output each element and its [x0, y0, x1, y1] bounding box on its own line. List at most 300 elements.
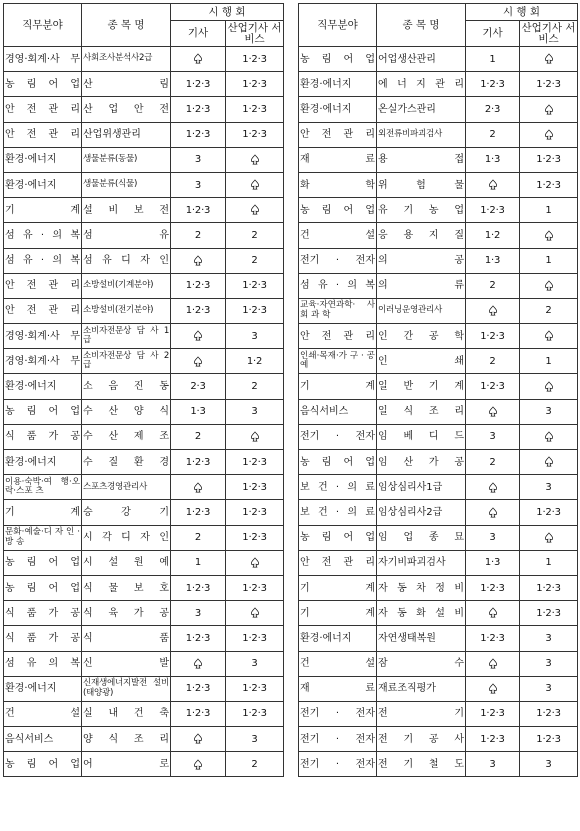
- industrial-cell: [520, 324, 578, 349]
- field-cell: 식 품 가 공: [4, 626, 82, 651]
- table-row: [299, 324, 578, 349]
- item-cell: 전 기: [377, 701, 466, 726]
- industrial-cell: 1·2·3: [520, 575, 578, 600]
- gisa-cell: 2: [466, 122, 520, 147]
- item-cell: 임 베 디 드: [377, 424, 466, 449]
- schedule-table-left: [3, 3, 284, 777]
- industrial-cell: 3: [520, 752, 578, 777]
- item-cell: 에 너 지 관 리: [377, 72, 466, 97]
- field-cell: 기 계: [299, 601, 377, 626]
- gisa-cell: [171, 651, 226, 676]
- spade-outline-icon: [544, 330, 554, 342]
- field-cell: 전기 · 전자: [299, 248, 377, 273]
- field-cell: 환경·에너지: [299, 626, 377, 651]
- spade-outline-icon: [488, 406, 498, 418]
- spade-outline-icon: [544, 53, 554, 65]
- field-cell: 재 료: [299, 147, 377, 172]
- industrial-cell: [520, 97, 578, 122]
- field-cell: 안 전 관 리: [299, 122, 377, 147]
- field-cell: 음식서비스: [4, 727, 82, 752]
- table-row: [299, 701, 578, 726]
- field-cell: 안 전 관 리: [4, 298, 82, 323]
- header-field: 직무분야: [299, 4, 377, 47]
- item-cell: 소방설비(전기분야): [82, 298, 171, 323]
- item-cell: 일 반 기 계: [377, 374, 466, 399]
- header-exam: 시 행 회: [171, 4, 284, 21]
- industrial-cell: 1·2·3: [226, 676, 284, 701]
- item-cell: 식 물 보 호: [82, 575, 171, 600]
- industrial-cell: [226, 601, 284, 626]
- gisa-cell: 3: [466, 752, 520, 777]
- table-row: [4, 198, 284, 223]
- industrial-cell: 3: [520, 651, 578, 676]
- field-cell: 농 림 어 업: [299, 450, 377, 475]
- field-cell: 농 림 어 업: [299, 198, 377, 223]
- item-cell: 임상심리사2급: [377, 500, 466, 525]
- industrial-cell: 1·2·3: [520, 500, 578, 525]
- table-row: [4, 298, 284, 323]
- item-cell: 자연생태복원: [377, 626, 466, 651]
- field-cell: 보 건 · 의 료: [299, 475, 377, 500]
- gisa-cell: 1·2·3: [171, 273, 226, 298]
- table-row: [299, 399, 578, 424]
- gisa-cell: [466, 500, 520, 525]
- field-cell: 보 건 · 의 료: [299, 500, 377, 525]
- table-row: [299, 424, 578, 449]
- spade-outline-icon: [193, 356, 203, 368]
- spade-outline-icon: [193, 255, 203, 267]
- gisa-cell: 1·2·3: [171, 676, 226, 701]
- table-row: [299, 575, 578, 600]
- item-cell: 시 각 디 자 인: [82, 525, 171, 550]
- gisa-cell: [466, 172, 520, 197]
- industrial-cell: 1·2·3: [226, 575, 284, 600]
- field-cell: 인쇄·목재·가 구 · 공 예: [299, 349, 377, 374]
- gisa-cell: [171, 475, 226, 500]
- item-cell: 식 육 가 공: [82, 601, 171, 626]
- industrial-cell: [520, 47, 578, 72]
- table-row: [299, 97, 578, 122]
- item-cell: 양 식 조 리: [82, 727, 171, 752]
- table-row: [299, 651, 578, 676]
- industrial-cell: 1·2·3: [226, 525, 284, 550]
- industrial-cell: 1·2·3: [520, 72, 578, 97]
- table-row: [4, 601, 284, 626]
- item-cell: 임 산 가 공: [377, 450, 466, 475]
- table-row: [4, 424, 284, 449]
- table-row: [4, 399, 284, 424]
- spade-outline-icon: [544, 129, 554, 141]
- item-cell: 자 동 화 설 비: [377, 601, 466, 626]
- spade-outline-icon: [488, 179, 498, 191]
- header-gisa: 기사: [171, 21, 226, 47]
- table-row: [4, 172, 284, 197]
- gisa-cell: 1·2·3: [466, 324, 520, 349]
- header-field: 직무분야: [4, 4, 82, 47]
- gisa-cell: 1·2·3: [466, 626, 520, 651]
- gisa-cell: 1·2: [466, 223, 520, 248]
- gisa-cell: 2: [466, 349, 520, 374]
- industrial-cell: [226, 147, 284, 172]
- field-cell: 섬 유 · 의 복: [4, 248, 82, 273]
- item-cell: 자 동 차 정 비: [377, 575, 466, 600]
- industrial-cell: 3: [226, 324, 284, 349]
- table-row: [4, 475, 284, 500]
- item-cell: 시 설 원 예: [82, 550, 171, 575]
- industrial-cell: [520, 223, 578, 248]
- field-cell: 환경·에너지: [4, 374, 82, 399]
- spade-outline-icon: [488, 305, 498, 317]
- item-cell: 인 간 공 학: [377, 324, 466, 349]
- field-cell: 섬 유 의 복: [4, 651, 82, 676]
- schedule-body-left: [4, 47, 284, 777]
- item-cell: 의 류: [377, 273, 466, 298]
- item-cell: 온실가스관리: [377, 97, 466, 122]
- field-cell: 건 설: [299, 223, 377, 248]
- field-cell: 섬 유 · 의 복: [299, 273, 377, 298]
- field-cell: 이용·숙박·여 행·오락·스포 츠: [4, 475, 82, 500]
- field-cell: 안 전 관 리: [4, 122, 82, 147]
- spade-outline-icon: [544, 280, 554, 292]
- gisa-cell: [466, 298, 520, 323]
- industrial-cell: 1·2·3: [226, 122, 284, 147]
- field-cell: 농 림 어 업: [4, 752, 82, 777]
- item-cell: 위 험 물: [377, 172, 466, 197]
- field-cell: 기 계: [299, 575, 377, 600]
- gisa-cell: [466, 651, 520, 676]
- table-row: [4, 525, 284, 550]
- industrial-cell: 1·2·3: [226, 273, 284, 298]
- gisa-cell: [171, 324, 226, 349]
- industrial-cell: [520, 450, 578, 475]
- gisa-cell: [171, 248, 226, 273]
- industrial-cell: [520, 525, 578, 550]
- item-cell: 외전류비파괴검사: [377, 122, 466, 147]
- industrial-cell: 1: [520, 349, 578, 374]
- field-cell: 환경·에너지: [4, 172, 82, 197]
- spade-outline-icon: [250, 557, 260, 569]
- item-cell: 전 기 철 도: [377, 752, 466, 777]
- item-cell: 스포츠경영관리사: [82, 475, 171, 500]
- industrial-cell: 2: [226, 752, 284, 777]
- gisa-cell: 1·3: [466, 147, 520, 172]
- table-row: [4, 223, 284, 248]
- field-cell: 안 전 관 리: [299, 324, 377, 349]
- spade-outline-icon: [193, 482, 203, 494]
- item-cell: 실 내 건 축: [82, 701, 171, 726]
- item-cell: 소방설비(기계분야): [82, 273, 171, 298]
- item-cell: 승 강 기: [82, 500, 171, 525]
- table-row: [299, 450, 578, 475]
- industrial-cell: 3: [226, 399, 284, 424]
- item-cell: 유 기 농 업: [377, 198, 466, 223]
- field-cell: 교육·자연과학· 사 회 과 학: [299, 298, 377, 323]
- item-cell: 자기비파괴검사: [377, 550, 466, 575]
- industrial-cell: [520, 424, 578, 449]
- field-cell: 기 계: [299, 374, 377, 399]
- gisa-cell: 3: [171, 172, 226, 197]
- header-industrial: 산업기사 서비스: [521, 21, 576, 45]
- industrial-cell: 1·2·3: [226, 500, 284, 525]
- field-cell: 환경·에너지: [4, 450, 82, 475]
- industrial-cell: 1·2·3: [226, 450, 284, 475]
- field-cell: 식 품 가 공: [4, 601, 82, 626]
- spade-outline-icon: [544, 431, 554, 443]
- table-row: [299, 676, 578, 701]
- industrial-cell: [520, 273, 578, 298]
- item-cell: 어 로: [82, 752, 171, 777]
- spade-outline-icon: [488, 482, 498, 494]
- field-cell: 음식서비스: [299, 399, 377, 424]
- spade-outline-icon: [193, 53, 203, 65]
- industrial-cell: 1·2: [226, 349, 284, 374]
- table-row: [4, 324, 284, 349]
- item-cell: 소 음 진 동: [82, 374, 171, 399]
- table-row: [4, 374, 284, 399]
- industrial-cell: 1·2·3: [520, 147, 578, 172]
- industrial-cell: [226, 198, 284, 223]
- gisa-cell: 3: [171, 601, 226, 626]
- gisa-cell: [171, 727, 226, 752]
- item-cell: 임상심리사1급: [377, 475, 466, 500]
- gisa-cell: 1·3: [171, 399, 226, 424]
- gisa-cell: [171, 349, 226, 374]
- industrial-cell: 3: [226, 651, 284, 676]
- spade-outline-icon: [544, 104, 554, 116]
- gisa-cell: [171, 752, 226, 777]
- field-cell: 안 전 관 리: [4, 273, 82, 298]
- industrial-cell: 2: [226, 223, 284, 248]
- gisa-cell: [466, 601, 520, 626]
- item-cell: 의 공: [377, 248, 466, 273]
- table-row: [299, 47, 578, 72]
- spade-outline-icon: [193, 733, 203, 745]
- spade-outline-icon: [488, 658, 498, 670]
- field-cell: 전기 · 전자: [299, 701, 377, 726]
- field-cell: 농 림 어 업: [4, 399, 82, 424]
- gisa-cell: 1·2·3: [171, 72, 226, 97]
- gisa-cell: 3: [466, 525, 520, 550]
- gisa-cell: 1·2·3: [171, 198, 226, 223]
- spade-outline-icon: [544, 230, 554, 242]
- item-cell: 섬 유 디 자 인: [82, 248, 171, 273]
- field-cell: 기 계: [4, 500, 82, 525]
- gisa-cell: 1·2·3: [466, 701, 520, 726]
- table-row: [4, 676, 284, 701]
- industrial-cell: [520, 374, 578, 399]
- table-row: [4, 97, 284, 122]
- gisa-cell: 1: [171, 550, 226, 575]
- field-cell: 문화·예술·디 자 인 · 방 송: [4, 525, 82, 550]
- industrial-cell: 1·2·3: [520, 601, 578, 626]
- item-cell: 어업생산관리: [377, 47, 466, 72]
- spade-outline-icon: [488, 607, 498, 619]
- field-cell: 환경·에너지: [4, 147, 82, 172]
- gisa-cell: 1·3: [466, 248, 520, 273]
- industrial-cell: 3: [226, 727, 284, 752]
- industrial-cell: 2: [226, 248, 284, 273]
- field-cell: 재 료: [299, 676, 377, 701]
- industrial-cell: 3: [520, 676, 578, 701]
- item-cell: 소비자전문상 담 사 1 급: [82, 324, 171, 349]
- item-cell: 일 식 조 리: [377, 399, 466, 424]
- table-row: [4, 147, 284, 172]
- spade-outline-icon: [193, 759, 203, 771]
- gisa-cell: 2: [466, 273, 520, 298]
- table-row: [299, 147, 578, 172]
- industrial-cell: 1·2·3: [520, 727, 578, 752]
- gisa-cell: [466, 676, 520, 701]
- spade-outline-icon: [193, 330, 203, 342]
- item-cell: 산 림: [82, 72, 171, 97]
- spade-outline-icon: [193, 658, 203, 670]
- spade-outline-icon: [250, 204, 260, 216]
- gisa-cell: 1·2·3: [466, 198, 520, 223]
- industrial-cell: 3: [520, 475, 578, 500]
- table-row: [4, 701, 284, 726]
- gisa-cell: 1·2·3: [466, 72, 520, 97]
- spade-outline-icon: [488, 683, 498, 695]
- field-cell: 경영·회계·사 무: [4, 349, 82, 374]
- spade-outline-icon: [544, 381, 554, 393]
- item-cell: 생물분류(동물): [82, 147, 171, 172]
- industrial-cell: 1·2·3: [226, 701, 284, 726]
- item-cell: 이러닝운영관리사: [377, 298, 466, 323]
- gisa-cell: 2·3: [466, 97, 520, 122]
- gisa-cell: 3: [171, 147, 226, 172]
- table-row: [4, 273, 284, 298]
- industrial-cell: 1: [520, 550, 578, 575]
- schedule-table-right: [298, 3, 578, 777]
- spade-outline-icon: [544, 456, 554, 468]
- item-cell: 임 업 종 묘: [377, 525, 466, 550]
- table-row: [299, 72, 578, 97]
- field-cell: 전기 · 전자: [299, 424, 377, 449]
- table-row: [299, 248, 578, 273]
- industrial-cell: 1·2·3: [226, 72, 284, 97]
- item-cell: 산 업 안 전: [82, 97, 171, 122]
- industrial-cell: [226, 550, 284, 575]
- table-row: [4, 651, 284, 676]
- field-cell: 식 품 가 공: [4, 424, 82, 449]
- item-cell: 수 산 제 조: [82, 424, 171, 449]
- item-cell: 응 용 지 질: [377, 223, 466, 248]
- schedule-body-right: [299, 47, 578, 777]
- field-cell: 경영·회계·사 무: [4, 324, 82, 349]
- gisa-cell: 1·2·3: [466, 575, 520, 600]
- gisa-cell: 3: [466, 424, 520, 449]
- field-cell: 섬 유 · 의 복: [4, 223, 82, 248]
- spade-outline-icon: [488, 507, 498, 519]
- field-cell: 환경·에너지: [4, 676, 82, 701]
- table-row: [4, 727, 284, 752]
- field-cell: 건 설: [299, 651, 377, 676]
- table-row: [4, 450, 284, 475]
- table-row: [299, 525, 578, 550]
- industrial-cell: 2: [520, 298, 578, 323]
- item-cell: 설 비 보 전: [82, 198, 171, 223]
- gisa-cell: 1·2·3: [171, 450, 226, 475]
- item-cell: 전 기 공 사: [377, 727, 466, 752]
- gisa-cell: 1·2·3: [466, 374, 520, 399]
- gisa-cell: [466, 399, 520, 424]
- table-row: [299, 172, 578, 197]
- item-cell: 생물분류(식물): [82, 172, 171, 197]
- gisa-cell: 2: [466, 450, 520, 475]
- table-row: [4, 122, 284, 147]
- header-item: 종 목 명: [377, 4, 466, 47]
- industrial-cell: 3: [520, 626, 578, 651]
- spade-outline-icon: [250, 179, 260, 191]
- industrial-cell: 1: [520, 248, 578, 273]
- table-row: [299, 727, 578, 752]
- header-exam: 시 행 회: [466, 4, 578, 21]
- table-row: [299, 752, 578, 777]
- gisa-cell: 1·2·3: [171, 97, 226, 122]
- industrial-cell: 1·2·3: [226, 626, 284, 651]
- item-cell: 사회조사분석사2급: [82, 47, 171, 72]
- table-row: [4, 248, 284, 273]
- field-cell: 농 림 어 업: [299, 47, 377, 72]
- header-item: 종 목 명: [82, 4, 171, 47]
- gisa-cell: [466, 475, 520, 500]
- item-cell: 수 산 양 식: [82, 399, 171, 424]
- gisa-cell: 2: [171, 525, 226, 550]
- industrial-cell: 2: [226, 374, 284, 399]
- table-row: [4, 500, 284, 525]
- gisa-cell: 1·2·3: [171, 701, 226, 726]
- industrial-cell: 1·2·3: [226, 97, 284, 122]
- industrial-cell: [226, 172, 284, 197]
- item-cell: 섬 유: [82, 223, 171, 248]
- industrial-cell: 1·2·3: [520, 701, 578, 726]
- industrial-cell: [520, 122, 578, 147]
- item-cell: 산업위생관리: [82, 122, 171, 147]
- gisa-cell: 1·2·3: [466, 727, 520, 752]
- industrial-cell: 1·2·3: [520, 172, 578, 197]
- industrial-cell: 1·2·3: [226, 47, 284, 72]
- gisa-cell: 1·2·3: [171, 500, 226, 525]
- item-cell: 잠 수: [377, 651, 466, 676]
- item-cell: 재료조직평가: [377, 676, 466, 701]
- field-cell: 화 학: [299, 172, 377, 197]
- table-row: [4, 349, 284, 374]
- field-cell: 건 설: [4, 701, 82, 726]
- table-row: [4, 575, 284, 600]
- gisa-cell: 1·2·3: [171, 298, 226, 323]
- field-cell: 농 림 어 업: [299, 525, 377, 550]
- table-row: [299, 349, 578, 374]
- gisa-cell: 1·3: [466, 550, 520, 575]
- field-cell: 기 계: [4, 198, 82, 223]
- table-row: [4, 626, 284, 651]
- industrial-cell: 1: [520, 198, 578, 223]
- gisa-cell: 1: [466, 47, 520, 72]
- gisa-cell: 2: [171, 424, 226, 449]
- header-gisa: 기사: [466, 21, 520, 47]
- table-row: [4, 550, 284, 575]
- gisa-cell: 2: [171, 223, 226, 248]
- item-cell: 식 품: [82, 626, 171, 651]
- industrial-cell: 1·2·3: [226, 475, 284, 500]
- table-row: [299, 273, 578, 298]
- field-cell: 환경·에너지: [299, 72, 377, 97]
- industrial-cell: [226, 424, 284, 449]
- table-row: [4, 752, 284, 777]
- field-cell: 경영·회계·사 무: [4, 47, 82, 72]
- table-row: [299, 550, 578, 575]
- table-row: [299, 601, 578, 626]
